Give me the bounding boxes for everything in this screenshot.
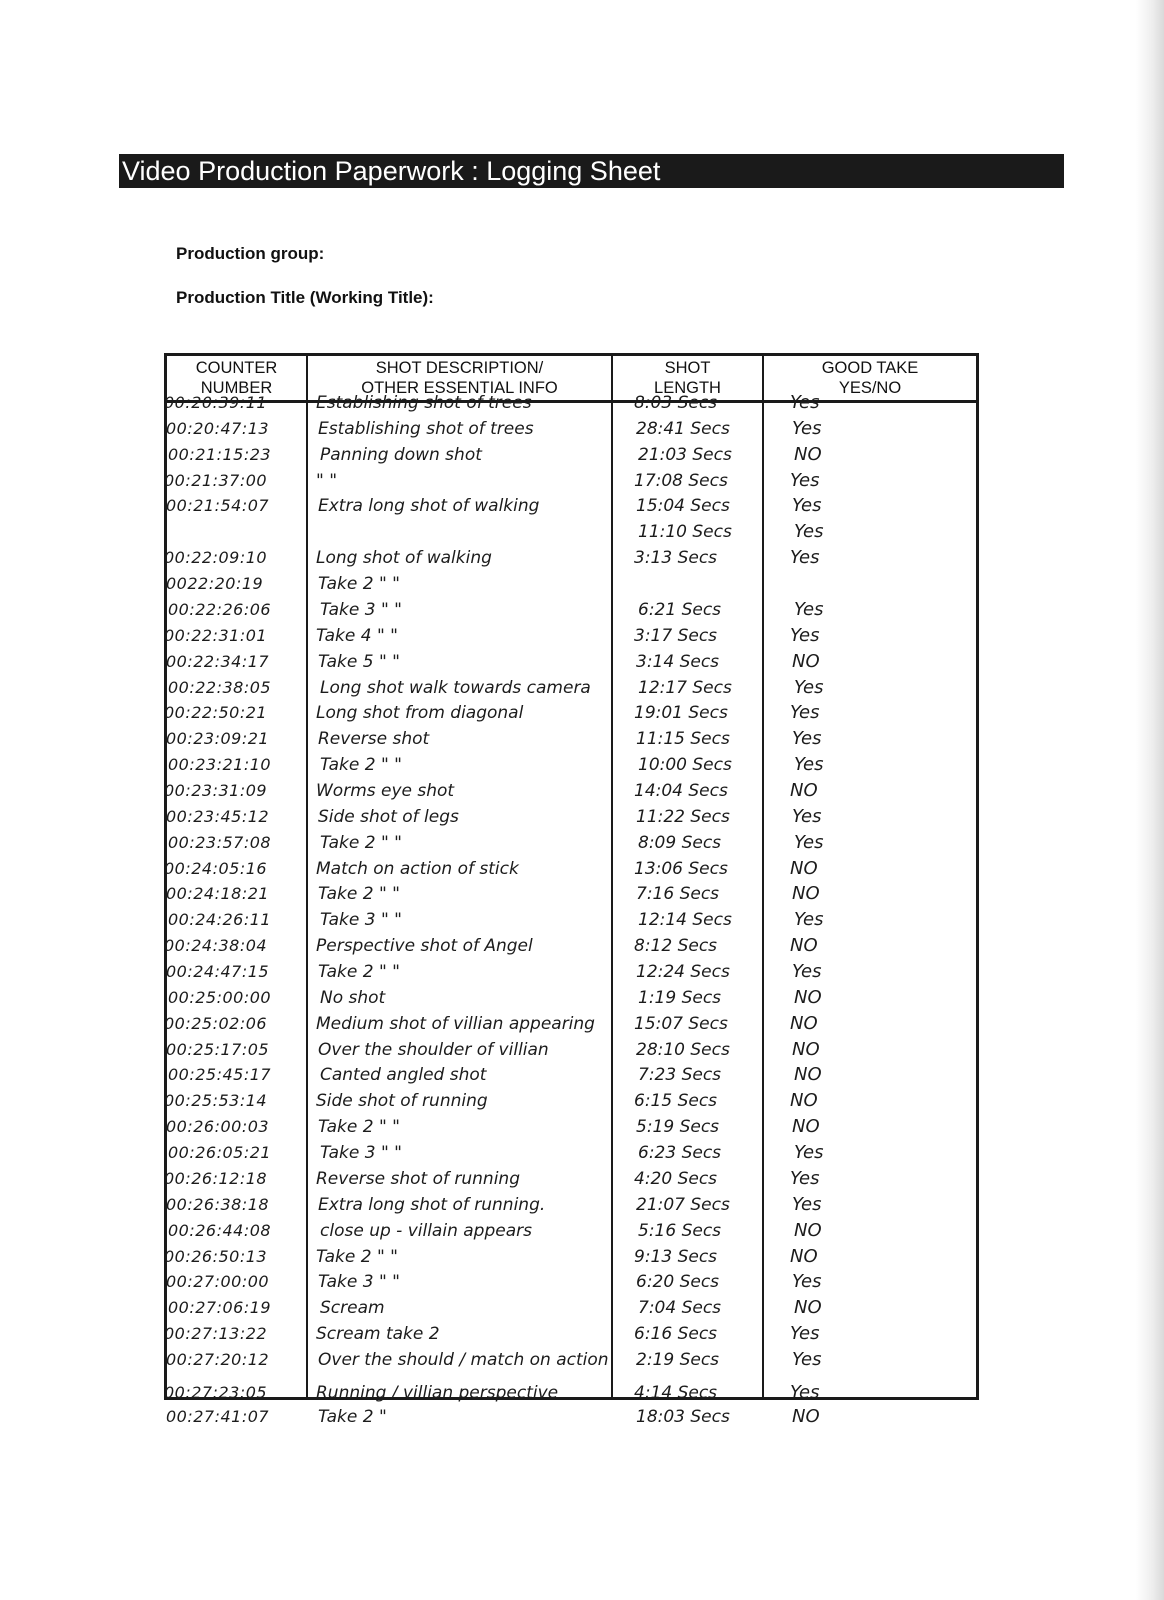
entry-good: Yes (790, 470, 820, 491)
entry-good: NO (794, 444, 822, 465)
entry-description: Take 2 " " (316, 1247, 398, 1267)
entry-length: 7:04 Secs (638, 1298, 722, 1318)
entry-counter: 00:23:31:09 (164, 781, 268, 800)
entry-good: NO (792, 1406, 820, 1427)
entry-counter: 00:27:23:05 (164, 1383, 268, 1402)
entry-length: 10:00 Secs (638, 755, 732, 775)
header-length-line-1: SHOT (664, 359, 711, 377)
entry-counter: 00:23:57:08 (168, 833, 272, 852)
entry-length: 3:17 Secs (634, 626, 718, 646)
entry-good: NO (794, 987, 822, 1008)
entry-length: 8:12 Secs (634, 936, 718, 956)
entry-counter: 00:23:09:21 (166, 729, 270, 748)
entry-description: Over the shoulder of villian (318, 1040, 549, 1060)
entry-counter: 00:25:00:00 (168, 988, 272, 1007)
entry-length: 3:14 Secs (636, 652, 720, 672)
entry-length: 9:13 Secs (634, 1247, 718, 1267)
entry-counter: 00:27:00:00 (166, 1272, 270, 1291)
entry-counter: 00:26:00:03 (166, 1117, 270, 1136)
entry-counter: 00:24:05:16 (164, 859, 268, 878)
entry-good: Yes (792, 728, 822, 749)
entry-length: 2:19 Secs (636, 1350, 720, 1370)
entry-good: Yes (792, 806, 822, 827)
entry-description: Side shot of legs (318, 807, 459, 827)
entry-good: Yes (792, 1349, 822, 1370)
entry-counter: 00:26:38:18 (166, 1195, 270, 1214)
entry-length: 21:03 Secs (638, 445, 732, 465)
entry-length: 11:15 Secs (636, 729, 730, 749)
column-divider (611, 356, 613, 1397)
entry-description: Take 2 " (318, 1407, 387, 1427)
entry-description: Side shot of running (316, 1091, 488, 1111)
entry-description: Reverse shot of running (316, 1169, 520, 1189)
entry-description: Running / villian perspective (316, 1383, 559, 1403)
entry-description: Take 4 " " (316, 626, 398, 646)
entry-counter: 00:22:26:06 (168, 600, 272, 619)
entry-description: Take 3 " " (320, 910, 402, 930)
entry-description: Take 2 " " (318, 1117, 400, 1137)
entry-good: Yes (792, 1271, 822, 1292)
entry-counter: 00:24:26:11 (168, 910, 272, 929)
entry-description: Long shot of walking (316, 548, 492, 568)
entry-counter: 00:24:38:04 (164, 936, 268, 955)
entry-counter: 00:20:39:11 (164, 393, 268, 412)
page-edge (1136, 0, 1164, 1600)
entry-description: Scream (320, 1298, 385, 1318)
entry-length: 7:16 Secs (636, 884, 720, 904)
entry-good: Yes (794, 521, 824, 542)
entry-description: Over the should / match on action (318, 1350, 609, 1370)
entry-good: Yes (792, 418, 822, 439)
header-counter-line-1: COUNTER (195, 359, 278, 377)
entry-length: 6:23 Secs (638, 1143, 722, 1163)
entry-good: NO (794, 1220, 822, 1241)
entry-description: Take 5 " " (318, 652, 400, 672)
entry-length: 19:01 Secs (634, 703, 728, 723)
entry-counter: 00:20:47:13 (166, 419, 270, 438)
entry-length: 15:07 Secs (634, 1014, 728, 1034)
entry-length: 6:16 Secs (634, 1324, 718, 1344)
entry-length: 4:20 Secs (634, 1169, 718, 1189)
header-good-line-2: YES/NO (838, 379, 902, 397)
entry-counter: 00:23:21:10 (168, 755, 272, 774)
entry-description: Take 2 " " (320, 755, 402, 775)
header-description-line-2: OTHER ESSENTIAL INFO (361, 379, 558, 397)
entry-counter: 0022:20:19 (166, 574, 264, 593)
entry-description: Establishing shot of trees (318, 419, 534, 439)
entry-description: Extra long shot of running. (318, 1195, 546, 1215)
entry-description: Perspective shot of Angel (316, 936, 533, 956)
entry-description: Take 3 " " (320, 1143, 402, 1163)
entry-counter: 00:21:15:23 (168, 445, 272, 464)
entry-counter: 00:24:47:15 (166, 962, 270, 981)
entry-good: NO (790, 1013, 818, 1034)
entry-length: 13:06 Secs (634, 859, 728, 879)
entry-description: Long shot from diagonal (316, 703, 524, 723)
entry-length: 6:20 Secs (636, 1272, 720, 1292)
entry-good: Yes (792, 961, 822, 982)
entry-length: 18:03 Secs (636, 1407, 730, 1427)
entry-good: NO (790, 858, 818, 879)
entry-length: 1:19 Secs (638, 988, 722, 1008)
entry-length: 15:04 Secs (636, 496, 730, 516)
entry-description: Medium shot of villian appearing (316, 1014, 595, 1034)
entry-description: Canted angled shot (320, 1065, 487, 1085)
entry-description: Scream take 2 (316, 1324, 440, 1344)
entry-good: Yes (794, 909, 824, 930)
entry-description: No shot (320, 988, 386, 1008)
entry-counter: 00:27:13:22 (164, 1324, 268, 1343)
entry-length: 28:10 Secs (636, 1040, 730, 1060)
entry-description: Take 3 " " (318, 1272, 400, 1292)
entry-counter: 00:21:54:07 (166, 496, 270, 515)
entry-length: 11:10 Secs (638, 522, 732, 542)
logging-table (164, 353, 979, 1403)
entry-good: NO (792, 1039, 820, 1060)
entry-counter: 00:27:20:12 (166, 1350, 270, 1369)
entry-description: Take 2 " " (318, 884, 400, 904)
entry-good: Yes (790, 392, 820, 413)
entry-counter: 00:26:12:18 (164, 1169, 268, 1188)
entry-good: NO (790, 780, 818, 801)
entry-good: Yes (794, 832, 824, 853)
entry-length: 11:22 Secs (636, 807, 730, 827)
production-title-label: Production Title (Working Title): (176, 288, 434, 307)
entry-counter: 00:25:45:17 (168, 1065, 272, 1084)
entry-good: NO (794, 1297, 822, 1318)
entry-length: 6:15 Secs (634, 1091, 718, 1111)
entry-length: 28:41 Secs (636, 419, 730, 439)
entry-description: Long shot walk towards camera (320, 678, 591, 698)
header-length-line-2: LENGTH (654, 379, 721, 397)
entry-good: NO (792, 651, 820, 672)
entry-length: 14:04 Secs (634, 781, 728, 801)
entry-length: 12:24 Secs (636, 962, 730, 982)
entry-counter: 00:26:50:13 (164, 1247, 268, 1266)
column-divider (306, 356, 308, 1397)
entry-description: Reverse shot (318, 729, 430, 749)
entry-description: Establishing shot of trees (316, 393, 532, 413)
entry-length: 7:23 Secs (638, 1065, 722, 1085)
header-description-line-1: SHOT DESCRIPTION/ (375, 359, 544, 377)
entry-good: NO (790, 1246, 818, 1267)
entry-good: Yes (790, 1382, 820, 1403)
entry-length: 8:09 Secs (638, 833, 722, 853)
entry-description: Worms eye shot (316, 781, 455, 801)
column-divider (762, 356, 764, 1397)
header-divider (167, 400, 976, 403)
entry-good: Yes (790, 1168, 820, 1189)
entry-good: Yes (790, 702, 820, 723)
entry-good: Yes (794, 754, 824, 775)
entry-length: 17:08 Secs (634, 471, 728, 491)
entry-counter: 00:26:05:21 (168, 1143, 272, 1162)
entry-length: 5:19 Secs (636, 1117, 720, 1137)
entry-length: 8:03 Secs (634, 393, 718, 413)
entry-good: Yes (792, 495, 822, 516)
entry-counter: 00:23:45:12 (166, 807, 270, 826)
entry-length: 6:21 Secs (638, 600, 722, 620)
header-good-line-1: GOOD TAKE (821, 359, 919, 377)
entry-good: Yes (794, 1142, 824, 1163)
entry-counter: 00:22:09:10 (164, 548, 268, 567)
entry-description: Panning down shot (320, 445, 482, 465)
entry-description: Take 2 " " (318, 962, 400, 982)
entry-description: Take 3 " " (320, 600, 402, 620)
entry-description: Extra long shot of walking (318, 496, 540, 516)
entry-counter: 00:21:37:00 (164, 471, 268, 490)
entry-good: NO (792, 883, 820, 904)
page-title: Video Production Paperwork : Logging Sheet (119, 154, 1064, 188)
entry-counter: 00:27:06:19 (168, 1298, 272, 1317)
entry-good: NO (790, 935, 818, 956)
entry-good: Yes (792, 1194, 822, 1215)
entry-good: Yes (790, 1323, 820, 1344)
entry-counter: 00:22:50:21 (164, 703, 268, 722)
entry-good: NO (792, 1116, 820, 1137)
entry-length: 12:14 Secs (638, 910, 732, 930)
header-counter-line-2: NUMBER (200, 379, 273, 397)
entry-good: Yes (790, 625, 820, 646)
entry-counter: 00:26:44:08 (168, 1221, 272, 1240)
entry-counter: 00:22:38:05 (168, 678, 272, 697)
entry-description: Take 2 " " (320, 833, 402, 853)
entry-description: close up - villain appears (320, 1221, 532, 1241)
entry-good: Yes (794, 677, 824, 698)
entry-counter: 00:25:17:05 (166, 1040, 270, 1059)
entry-counter: 00:27:41:07 (166, 1407, 270, 1426)
entry-counter: 00:25:53:14 (164, 1091, 268, 1110)
entry-counter: 00:22:34:17 (166, 652, 270, 671)
entry-counter: 00:22:31:01 (164, 626, 268, 645)
entry-length: 12:17 Secs (638, 678, 732, 698)
entry-counter: 00:25:02:06 (164, 1014, 268, 1033)
entry-description: Take 2 " " (318, 574, 400, 594)
entry-good: NO (794, 1064, 822, 1085)
entry-good: NO (790, 1090, 818, 1111)
entry-counter: 00:24:18:21 (166, 884, 270, 903)
entry-description: " " (316, 471, 338, 491)
entry-length: 4:14 Secs (634, 1383, 718, 1403)
entry-length: 5:16 Secs (638, 1221, 722, 1241)
entry-length: 3:13 Secs (634, 548, 718, 568)
entry-description: Match on action of stick (316, 859, 519, 879)
entry-good: Yes (794, 599, 824, 620)
production-group-label: Production group: (176, 244, 325, 263)
entry-length: 21:07 Secs (636, 1195, 730, 1215)
entry-good: Yes (790, 547, 820, 568)
